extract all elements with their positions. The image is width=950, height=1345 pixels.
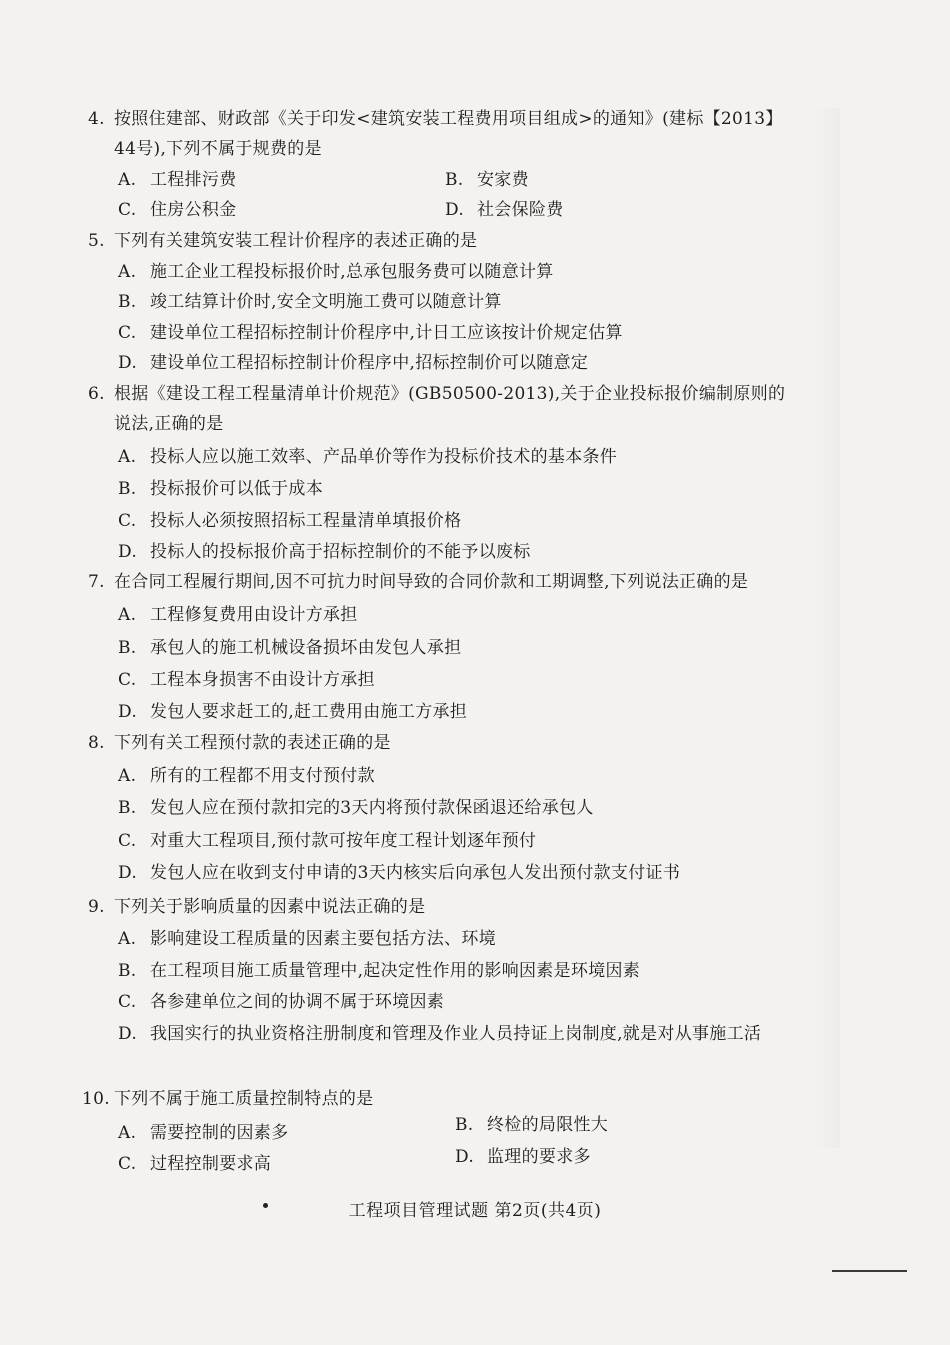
question-text-continued: 说法,正确的是: [114, 414, 224, 434]
option-c: C. 工程本身损害不由设计方承担: [118, 670, 375, 690]
question-10: [82, 1084, 812, 1114]
option-b: B. 在工程项目施工质量管理中,起决定性作用的影响因素是环境因素: [118, 961, 641, 981]
option-b: B. 终检的局限性大: [455, 1115, 609, 1135]
option-d: D. 发包人要求赶工的,赶工费用由施工方承担: [118, 702, 468, 722]
option-d: D. 建设单位工程招标控制计价程序中,招标控制价可以随意定: [118, 353, 589, 373]
question-number: 9.: [88, 897, 105, 917]
option-a: A. 工程修复费用由设计方承担: [118, 605, 358, 625]
option-b: B. 安家费: [445, 170, 529, 190]
option-b: B. 投标报价可以低于成本: [118, 479, 323, 499]
option-a: A. 工程排污费: [118, 170, 237, 190]
option-b: B. 竣工结算计价时,安全文明施工费可以随意计算: [118, 292, 502, 312]
option-d: D. 我国实行的执业资格注册制度和管理及作业人员持证上岗制度,就是对从事施工活: [118, 1024, 762, 1044]
question-6: [88, 379, 818, 439]
page-footer: 工程项目管理试题 第2页(共4页): [348, 1201, 602, 1221]
option-a: A. 投标人应以施工效率、产品单价等作为投标价技术的基本条件: [118, 447, 618, 467]
question-9: [88, 892, 818, 922]
option-c: C. 建设单位工程招标控制计价程序中,计日工应该按计价规定估算: [118, 323, 623, 343]
option-d: D. 发包人应在收到支付申请的3天内核实后向承包人发出预付款支付证书: [118, 863, 681, 883]
question-number: 7.: [88, 572, 105, 592]
question-4: [88, 104, 818, 164]
option-c: C. 对重大工程项目,预付款可按年度工程计划逐年预付: [118, 831, 537, 851]
question-number: 8.: [88, 733, 105, 753]
option-d: D. 投标人的投标报价高于招标控制价的不能予以废标: [118, 542, 531, 562]
option-d: D. 社会保险费: [445, 200, 564, 220]
question-text: 按照住建部、财政部《关于印发<建筑安装工程费用项目组成>的通知》(建标【2013】: [114, 109, 783, 129]
question-7: [88, 567, 818, 597]
question-text: 下列有关工程预付款的表述正确的是: [114, 733, 391, 753]
question-text: 下列有关建筑安装工程计价程序的表述正确的是: [114, 231, 478, 251]
bleed-through-shadow: [810, 108, 840, 1148]
question-8: [88, 728, 818, 758]
scan-mark: [832, 1270, 907, 1272]
question-text-continued: 44号),下列不属于规费的是: [114, 139, 322, 159]
question-text: 在合同工程履行期间,因不可抗力时间导致的合同价款和工期调整,下列说法正确的是: [114, 572, 749, 592]
question-number: 5.: [88, 231, 105, 251]
option-c: C. 投标人必须按照招标工程量清单填报价格: [118, 511, 462, 531]
option-c: C. 住房公积金: [118, 200, 237, 220]
question-number: 4.: [88, 109, 105, 129]
option-a: A. 施工企业工程投标报价时,总承包服务费可以随意计算: [118, 262, 554, 282]
option-d: D. 监理的要求多: [455, 1147, 591, 1167]
option-c: C. 各参建单位之间的协调不属于环境因素: [118, 992, 445, 1012]
option-b: B. 发包人应在预付款扣完的3天内将预付款保函退还给承包人: [118, 798, 594, 818]
question-text: 根据《建设工程工程量清单计价规范》(GB50500-2013),关于企业投标报价编制原则的: [114, 384, 786, 404]
option-a: A. 需要控制的因素多: [118, 1123, 289, 1143]
option-a: A. 所有的工程都不用支付预付款: [118, 766, 375, 786]
question-number: 6.: [88, 384, 105, 404]
question-text: 下列不属于施工质量控制特点的是: [114, 1089, 374, 1109]
question-text: 下列关于影响质量的因素中说法正确的是: [114, 897, 426, 917]
option-b: B. 承包人的施工机械设备损坏由发包人承担: [118, 638, 462, 658]
question-5: [88, 226, 818, 256]
question-number: 10.: [82, 1089, 110, 1109]
option-c: C. 过程控制要求高: [118, 1154, 272, 1174]
option-a: A. 影响建设工程质量的因素主要包括方法、环境: [118, 929, 496, 949]
